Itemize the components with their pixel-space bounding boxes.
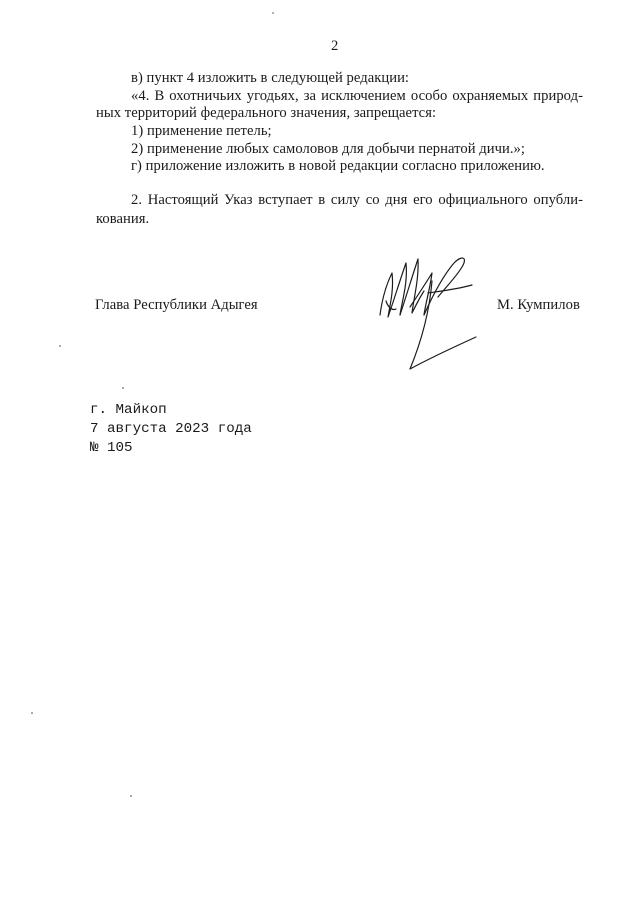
scan-speck <box>272 12 274 14</box>
entry-into-force-line-2: кования. <box>96 211 150 227</box>
signatory-name: М. Кумпилов <box>497 297 580 313</box>
scan-speck <box>59 345 61 347</box>
item-v-intro: в) пункт 4 изложить в следующей редакции: <box>131 70 410 86</box>
issuance-date: 7 августа 2023 года <box>90 421 252 437</box>
subitem-1: 1) применение петель; <box>131 123 272 139</box>
item-g: г) приложение изложить в новой редакции согласно приложению. <box>131 158 545 174</box>
page-number: 2 <box>331 38 339 54</box>
issuance-number: № 105 <box>90 440 133 456</box>
scan-speck <box>31 712 33 714</box>
scan-speck <box>130 795 132 797</box>
quote-line-1: «4. В охотничьих угодьях, за исключением особо охраняемых природ- <box>131 88 583 104</box>
handwritten-signature <box>372 245 500 375</box>
signatory-position: Глава Республики Адыгея <box>95 297 258 313</box>
entry-into-force-line-1: 2. Настоящий Указ вступает в силу со дня его официального опубли- <box>131 192 583 208</box>
issuance-place: г. Майкоп <box>90 402 167 418</box>
subitem-2: 2) применение любых самоловов для добычи пернатой дичи.»; <box>131 141 525 157</box>
quote-line-2: ных территорий федерального значения, запрещается: <box>96 105 437 121</box>
scan-speck <box>122 387 124 389</box>
